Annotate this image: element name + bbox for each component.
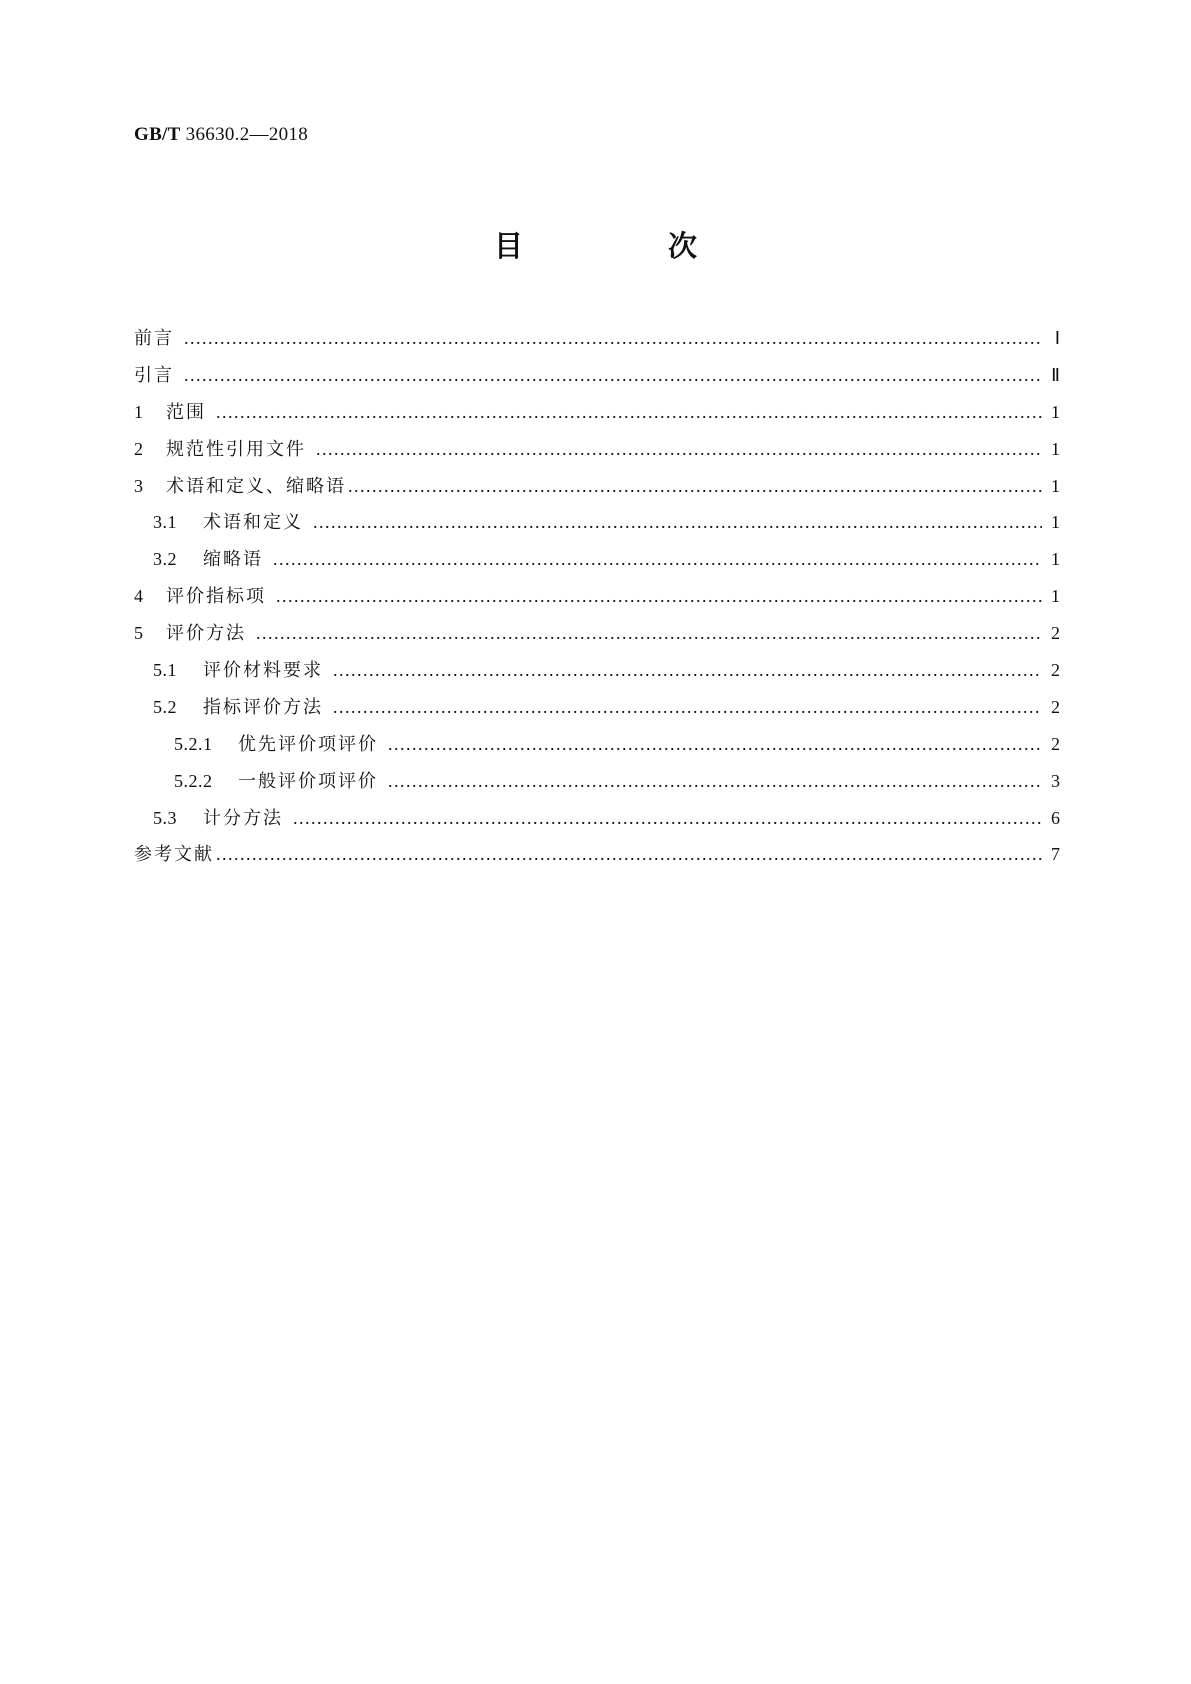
toc-entry-page: 2	[1051, 660, 1060, 681]
toc-entry-page: 1	[1051, 401, 1060, 422]
toc-entry-page: 2	[1051, 696, 1060, 717]
toc-entry-label: 评价方法	[166, 623, 246, 645]
toc-entry-label: 参考文献	[134, 844, 214, 866]
toc-entry-number: 5.2	[153, 696, 177, 717]
toc-entry-number: 5.2.1	[174, 733, 213, 754]
toc-entry-label: 指标评价方法	[203, 696, 323, 718]
toc-entry-4[interactable]	[134, 582, 1060, 619]
toc-entry-page: 1	[1051, 586, 1060, 607]
toc-entry-label: 规范性引用文件	[166, 438, 306, 460]
toc-leader-dots	[293, 808, 1042, 829]
toc-entry-page: 1	[1051, 549, 1060, 570]
toc-entry-5-2-1[interactable]	[134, 730, 1060, 767]
toc-entry-page: 6	[1051, 807, 1060, 828]
table-of-contents	[134, 324, 1060, 877]
toc-entry-label: 前言	[134, 328, 174, 349]
toc-entry-label: 评价指标项	[166, 586, 266, 608]
toc-entry-label: 术语和定义、缩略语	[166, 475, 346, 497]
toc-entry-label: 术语和定义	[203, 512, 303, 534]
toc-entry-page: 2	[1051, 623, 1060, 644]
toc-entry-5[interactable]	[134, 619, 1060, 656]
toc-entry-label: 引言	[134, 364, 174, 386]
toc-entry-number: 3.2	[153, 549, 177, 570]
standard-prefix: GB/T	[134, 124, 181, 145]
toc-entry-label: 一般评价项评价	[238, 770, 378, 792]
toc-entry-number: 5.3	[153, 807, 177, 828]
toc-entry-label: 范围	[166, 401, 206, 423]
toc-leader-dots	[216, 402, 1042, 423]
toc-title: 目 次	[493, 229, 755, 263]
standard-number: 36630.2—2018	[185, 124, 309, 145]
toc-entry-label: 优先评价项评价	[238, 733, 378, 755]
toc-entry-number: 3.1	[153, 512, 177, 533]
toc-leader-dots	[333, 660, 1042, 681]
toc-entry-5-2[interactable]	[134, 693, 1060, 730]
toc-entry-page: 7	[1051, 844, 1060, 865]
toc-entry-bibliography[interactable]	[134, 840, 1060, 877]
toc-leader-dots	[333, 697, 1042, 718]
toc-entry-foreword[interactable]	[134, 324, 1060, 361]
toc-entry-3-1[interactable]	[134, 508, 1060, 545]
toc-leader-dots	[388, 771, 1042, 792]
toc-entry-number: 5.1	[153, 660, 177, 681]
toc-entry-page: Ⅱ	[1051, 364, 1060, 385]
toc-entry-page: 1	[1051, 438, 1060, 459]
toc-entry-number: 4	[134, 586, 144, 607]
toc-entry-5-3[interactable]	[134, 804, 1060, 841]
toc-entry-number: 5	[134, 623, 144, 644]
toc-leader-dots	[256, 623, 1042, 644]
toc-entry-5-2-2[interactable]	[134, 767, 1060, 804]
toc-entry-introduction[interactable]	[134, 361, 1060, 398]
toc-leader-dots	[348, 476, 1042, 497]
toc-leader-dots	[388, 734, 1042, 755]
toc-leader-dots	[184, 328, 1042, 349]
toc-leader-dots	[313, 512, 1042, 533]
toc-entry-number: 3	[134, 475, 144, 496]
toc-leader-dots	[276, 586, 1042, 607]
toc-leader-dots	[273, 549, 1042, 570]
toc-entry-number: 2	[134, 438, 144, 459]
toc-entry-2[interactable]	[134, 435, 1060, 472]
standard-code	[134, 124, 308, 146]
toc-entry-1[interactable]	[134, 398, 1060, 435]
toc-entry-page: Ⅰ	[1054, 328, 1060, 348]
toc-entry-number: 5.2.2	[174, 770, 213, 791]
toc-entry-label: 计分方法	[203, 807, 283, 829]
toc-entry-page: 1	[1051, 475, 1060, 496]
toc-entry-5-1[interactable]	[134, 656, 1060, 693]
toc-entry-3[interactable]	[134, 472, 1060, 509]
toc-leader-dots	[216, 844, 1042, 865]
toc-entry-label: 缩略语	[203, 549, 263, 571]
toc-entry-page: 3	[1051, 770, 1060, 791]
toc-entry-number: 1	[134, 401, 144, 422]
toc-leader-dots	[316, 439, 1042, 460]
toc-leader-dots	[184, 365, 1042, 386]
toc-entry-label: 评价材料要求	[203, 660, 323, 682]
toc-entry-page: 2	[1051, 733, 1060, 754]
toc-entry-3-2[interactable]	[134, 545, 1060, 582]
toc-entry-page: 1	[1051, 512, 1060, 533]
